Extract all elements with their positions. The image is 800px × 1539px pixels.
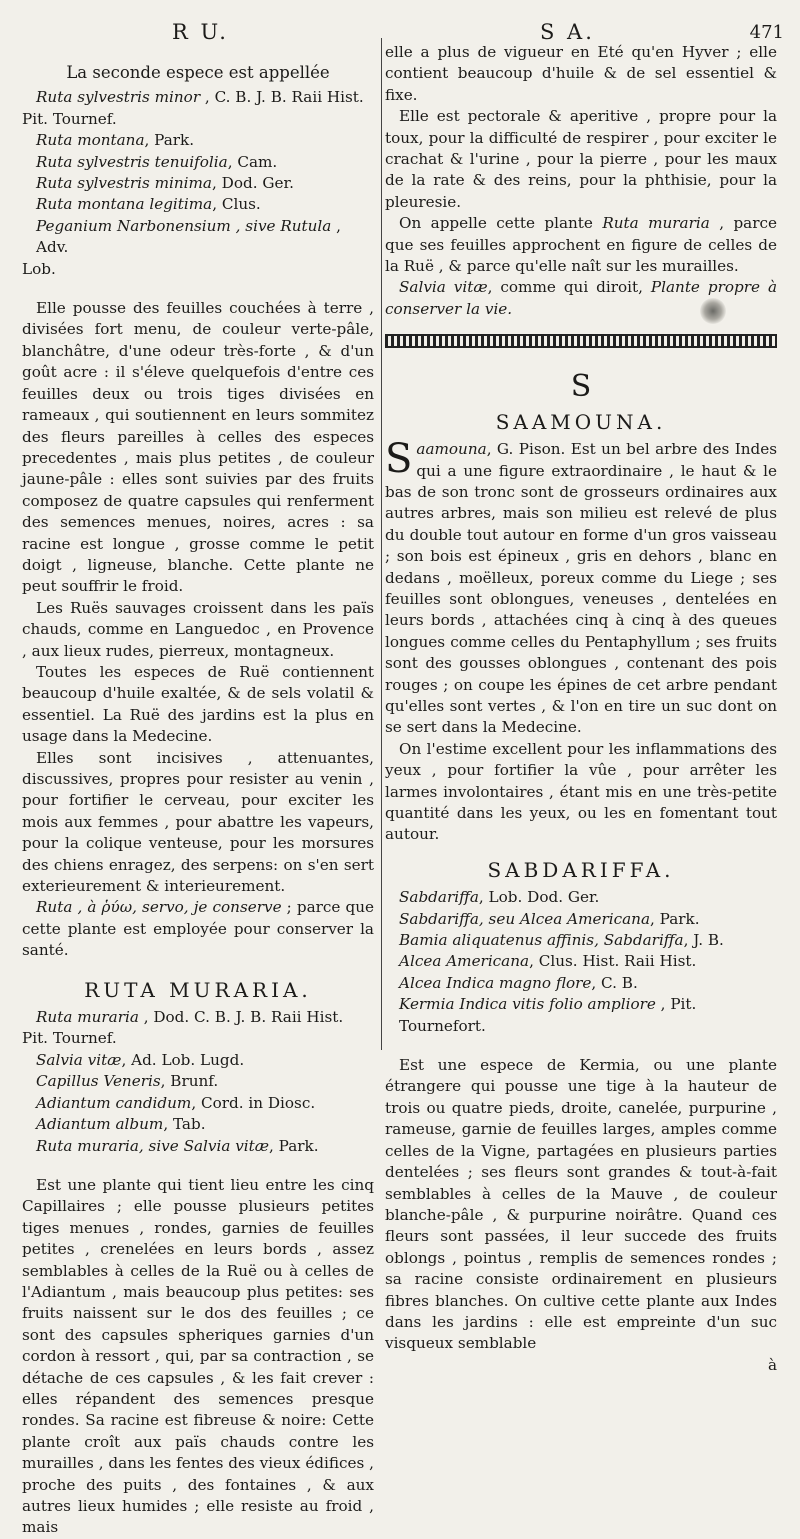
synonym-authority: , Clus. Hist. Raii Hist.	[529, 952, 697, 971]
section-letter: S	[570, 369, 592, 405]
synonym-authority: Pit. Tournef.	[22, 109, 117, 128]
paragraph: elle a plus de vigueur en Eté qu'en Hyver ; elle contient beaucoup d'huile & de sel essentiel & fixe.	[385, 43, 777, 104]
synonym-line	[385, 951, 777, 972]
synonym-line	[22, 152, 374, 173]
etymology: Ruta , à ῥύω, servo, je conserve	[36, 898, 282, 917]
paragraph-text: , parce que ses feuilles approchent en figure de celles de la Ruë , & parce qu'elle naît sur les murailles.	[385, 214, 777, 276]
synonym-name: Peganium Narbonensium , sive Rutula	[36, 216, 332, 235]
synonym-authority: , Park.	[269, 1136, 319, 1155]
catchword: à	[767, 1355, 777, 1374]
right-column	[385, 42, 777, 1376]
synonym-name: Salvia vitæ	[36, 1050, 122, 1069]
paragraph: Elle est pectorale & aperitive , propre pour la toux, pour la difficulté de respirer , pour exciter le crachat & l'urine , pour la pierre , pour les maux de la rate & des reins, pour la phthisie, pour la pleuresie.	[385, 107, 777, 211]
synonym-line	[22, 173, 374, 194]
paragraph: On l'estime excellent pour les inflammations des yeux , pour fortifier la vûe , pour arrêter les larmes involontaires , étant mis en une très-petite quantité dans les yeux, ou les en fomentant tout autour.	[385, 739, 777, 844]
paragraph	[22, 897, 374, 961]
synonym-authority: Lob.	[22, 259, 56, 278]
paragraph: Elles sont incisives , attenuantes, discussives, propres pour resister au venin , pour fortifier le cerveau, pour exciter les mois aux femmes , pour abattre les vapeurs, pour la colique venteuse, pour les morsures des chiens enragez, des serpens: on s'en sert exterieurement & interieurement.	[22, 748, 374, 896]
synonym-authority: , C. B.	[591, 973, 638, 992]
synonym-authority: , Adv.	[36, 216, 342, 257]
ornament-band	[385, 334, 777, 348]
synonym-name: Sabdariffa, seu Alcea Americana	[399, 909, 651, 928]
synonym-name: Adiantum candidum	[36, 1093, 192, 1112]
synonym-name: Capillus Veneris	[36, 1072, 161, 1091]
synonym-authority: , J. B.	[683, 931, 724, 950]
synonym-authority: , Cord. in Diosc.	[191, 1093, 316, 1112]
synonym-line	[385, 930, 777, 951]
synonym-authority: , Brunf.	[160, 1072, 219, 1091]
synonym-authority: , Ad. Lob. Lugd.	[121, 1050, 245, 1069]
italic-term: Plante propre à conserver la vie.	[385, 278, 778, 318]
running-head-right: S A.	[540, 20, 595, 44]
left-column	[22, 62, 374, 1539]
synonym-line	[22, 109, 374, 130]
synonym-name: Ruta montana legitima	[36, 195, 213, 214]
synonym-authority: , C. B. J. B. Raii Hist.	[200, 88, 364, 107]
synonym-line	[22, 1028, 374, 1049]
paragraph: Est une espece de Kermia, ou une plante étrangere qui pousse une tige à la hauteur de trois ou quatre pieds, droite, canelée, purpurine , rameuse, garnie de feuilles larges, amples comme celles de la Vigne, partagées en plusieurs parties dentelées ; ses fleurs sont grandes & tout-à-fait semblables à celles de la Mauve , de couleur blanche-pâle , & purpurine noirâtre. Quand ces fleurs sont passées, il leur succede des fruits oblongs , pointus , remplis de semences rondes ; sa racine consiste ordinairement en plusieurs fibres blanches. On cultive cette plante aux Indes dans les jardins : elle est empreinte d'un suc visqueux semblable	[385, 1056, 777, 1353]
paragraph-text: , comme qui diroit,	[487, 278, 651, 297]
synonym-name: Ruta muraria, sive Salvia vitæ	[36, 1136, 270, 1155]
paragraph-text: ; parce que cette plante est employée pour conserver la santé.	[22, 898, 374, 960]
paragraph-text: On appelle cette plante	[399, 214, 603, 233]
synonym-name: Adiantum album	[36, 1115, 164, 1134]
synonym-authority: , Clus.	[212, 195, 261, 214]
paragraph: Les Ruës sauvages croissent dans les païs chauds, comme en Languedoc , en Provence , aux lieux rudes, pierreux, montagneux.	[22, 598, 374, 660]
synonym-line	[22, 1071, 374, 1092]
paragraph: Est une plante qui tient lieu entre les cinq Capillaires ; elle pousse plusieurs petites tiges menues , rondes, garnies de feuilles petites , crenelées en leurs bords , assez semblables à celles de la Ruë ou à celles de l'Adiantum , mais beaucoup plus petites: ses fruits naissent sur le dos des feuilles ; ce sont des capsules spheriques garnies d'un cordon à ressort , qui, par sa contraction , se détache de ces capsules , & les fait crever : elles répandent des semences presque rondes. Sa racine est fibreuse & noire: Cette plante croît aux païs chauds contre les murailles , dans les fentes des vieux édifices , proche des puits , des fontaines , & aux autres lieux humides ; elle resiste au froid , mais	[22, 1175, 374, 1537]
synonym-authority: Pit. Tournef.	[22, 1029, 117, 1048]
paragraph	[385, 436, 777, 739]
synonym-line	[385, 887, 777, 908]
italic-term: Ruta muraria	[602, 214, 710, 233]
synonym-line	[22, 1093, 374, 1114]
synonym-line	[22, 216, 374, 259]
synonym-name: Alcea Americana	[399, 952, 530, 971]
synonym-name: Alcea Indica magno flore	[399, 973, 592, 992]
synonym-line	[385, 973, 777, 994]
column-rule	[381, 38, 382, 1050]
running-head-left: R U.	[172, 20, 229, 44]
synonym-line	[22, 87, 374, 108]
synonym-line	[22, 1007, 374, 1028]
synonym-list-2	[22, 1007, 374, 1157]
synonym-name: Ruta sylvestris tenuifolia	[36, 152, 228, 171]
synonym-line	[22, 1114, 374, 1135]
synonym-line	[22, 1050, 374, 1071]
synonym-authority: , Tab.	[163, 1115, 206, 1134]
synonym-name: Ruta montana	[36, 131, 145, 150]
paragraph: Toutes les especes de Ruë contiennent beaucoup d'huile exaltée, & de sels volatil & essentiel. La Ruë des jardins est la plus en usage dans la Medecine.	[22, 662, 374, 746]
paragraph	[385, 277, 777, 320]
synonym-authority: , Dod. C. B. J. B. Raii Hist.	[138, 1008, 344, 1027]
synonym-name: Ruta sylvestris minor	[36, 88, 201, 107]
synonym-list-1	[22, 87, 374, 280]
italic-term: Salvia vitæ	[399, 278, 488, 297]
section-heading: SAAMOUNA.	[495, 409, 667, 434]
drop-cap: S	[385, 436, 413, 483]
synonym-line	[22, 1136, 374, 1157]
paragraph-text: , G. Pison. Est un bel arbre des Indes qui a une figure extraordinaire , le haut & le bas de son tronc sont de grosseurs ordinaires aux autres arbres, mais son milieu est relevé de plus du double tout autour en forme d'un gros vaisseau ; son bois est épineux , gris en dehors , blanc en dedans , moëlleux, poreux comme du Liege ; ses feuilles sont oblongues, veneuses , dentelées en leurs bords , attachées cinq à cinq à des queues longues comme celles du Pentaphyllum ; ses fruits sont des gousses oblongues , contenant des pois rouges ; on coupe les épines de cet arbre pendant qu'elles sont vertes , & l'on en tire un suc dont on se sert dans la Medecine.	[385, 440, 777, 737]
paragraph: Elle pousse des feuilles couchées à terre , divisées fort menu, de couleur verte-pâle, blanchâtre, d'une odeur très-forte , & d'un goût acre : il s'éleve quelquefois d'entre ces feuilles deux ou trois tiges divisées en rameaux , qui soutiennent en leurs sommitez des fleurs pareilles à celles des especes precedentes , mais plus petites , de couleur jaune-pâle : elles sont suivies par des fruits composez de quatre capsules qui renferment des semences menues, noires, acres : sa racine est longue , grosse comme le petit doigt , ligneuse, blanche. Cette plante ne peut souffrir le froid.	[22, 299, 374, 596]
synonym-line	[385, 994, 777, 1037]
synonym-line	[22, 259, 374, 280]
synonym-authority: , Dod. Ger.	[212, 174, 294, 193]
section-heading: SABDARIFFA.	[487, 857, 675, 882]
synonym-authority: , Park.	[144, 131, 195, 150]
synonym-line	[385, 909, 777, 930]
synonym-name: Bamia aliquatenus affinis, Sabdariffa	[399, 931, 684, 950]
synonym-line	[22, 130, 374, 151]
section-heading: RUTA MURARIA.	[84, 977, 312, 1002]
synonym-name: Ruta muraria	[36, 1008, 139, 1027]
synonym-name: Sabdariffa	[399, 888, 479, 907]
synonym-list-3	[385, 887, 777, 1037]
synonym-name: Kermia Indica vitis folio ampliore	[399, 995, 656, 1014]
italic-term: aamouna	[416, 440, 487, 459]
synonym-authority: , Pit. Tournefort.	[399, 995, 697, 1035]
synonym-line	[22, 194, 374, 215]
synonym-authority: , Lob. Dod. Ger.	[478, 888, 600, 907]
paragraph	[385, 213, 777, 277]
synonym-authority: , Park.	[650, 909, 700, 928]
page-number: 471	[749, 22, 784, 43]
synonym-authority: , Cam.	[227, 152, 278, 171]
synonym-name: Ruta sylvestris minima	[36, 174, 212, 193]
intro-line: La seconde espece est appellée	[66, 63, 330, 82]
